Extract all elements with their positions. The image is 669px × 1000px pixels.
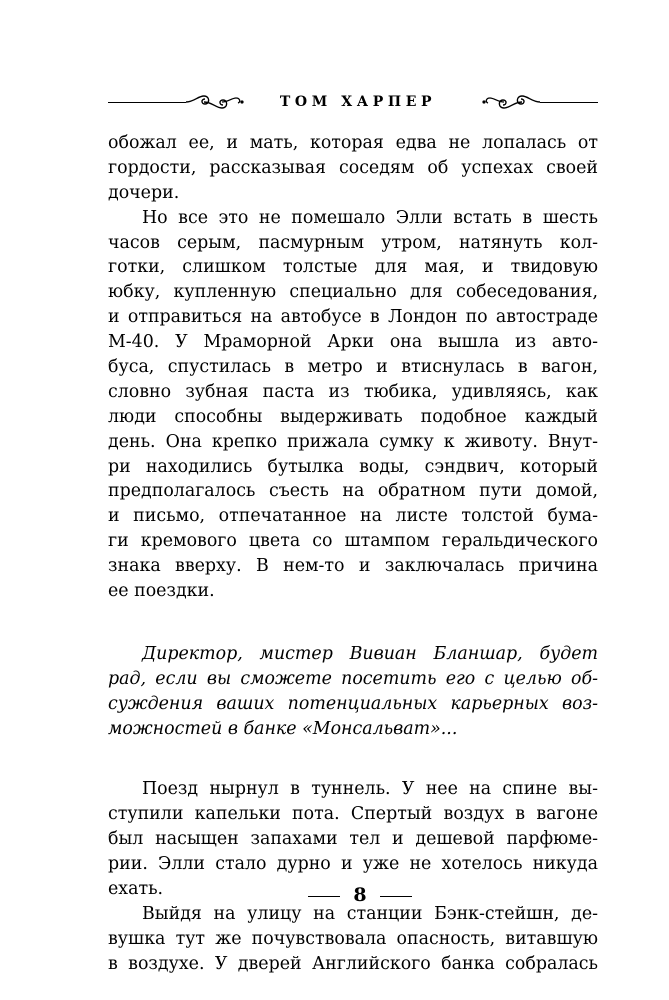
text-line: ее поездки.	[108, 581, 215, 602]
text-line: и отправиться на автобусе в Лондон по автостраде	[108, 307, 598, 328]
text-line: буса, спустилась в метро и втиснулась в вагон,	[108, 357, 598, 378]
footer-dash-right	[380, 896, 412, 897]
page-footer	[108, 884, 598, 908]
paragraph-5	[108, 902, 598, 977]
paragraph-1	[108, 131, 598, 206]
text-line: был насыщен запахами тел и дешевой парфюме-	[108, 829, 598, 850]
text-line: и письмо, отпечатанное на листе толстой бума-	[108, 506, 598, 527]
text-line: Выйдя на улицу на станции Бэнк-стейшн, де-	[142, 903, 598, 924]
flourish-ornament-right-icon	[480, 90, 540, 114]
page-body	[108, 131, 598, 977]
header-rule-right	[540, 102, 598, 103]
flourish-ornament-left-icon	[186, 90, 246, 114]
text-line: люди способны выдерживать подобное каждый	[108, 406, 598, 427]
text-line: обожал ее, и мать, которая едва не лопалась от	[108, 133, 598, 153]
paragraph-2	[108, 206, 598, 604]
text-line: в воздухе. У дверей Английского банка собралась	[108, 953, 598, 974]
text-line: часов серым, пасмурным утром, натянуть кол-	[108, 232, 598, 253]
text-line: Но все это не помешало Элли встать в шесть	[142, 207, 598, 228]
text-line: день. Она крепко прижала сумку к животу. Внут-	[108, 431, 598, 452]
text-line: рад, если вы сможете посетить его с целью об-	[108, 668, 598, 689]
footer-dash-left	[308, 896, 340, 897]
section-gap	[108, 604, 598, 642]
text-line: М-40. У Мраморной Арки она вышла из авто-	[108, 332, 598, 353]
text-line: ступили капельки пота. Спертый воздух в вагоне	[108, 804, 598, 825]
text-line: готки, слишком толстые для мая, и твидовую	[108, 257, 598, 278]
page-number: 8	[353, 884, 367, 906]
text-line: Поезд нырнул в туннель. У нее на спине вы-	[142, 779, 598, 800]
text-line: юбку, купленную специально для собеседования,	[108, 282, 598, 303]
header-rule-left	[108, 102, 186, 103]
text-line: гордости, рассказывая соседям об успехах своей	[108, 157, 598, 178]
text-line: знака вверху. В нем-то и заключалась причина	[108, 556, 598, 577]
letter-quote	[108, 642, 598, 742]
text-line: предполагалось съесть на обратном пути домой,	[108, 481, 598, 502]
text-line: словно зубная паста из тюбика, удивляясь, как	[108, 381, 598, 402]
header-title: ТОМ ХАРПЕР	[279, 94, 437, 110]
text-line: ехать.	[108, 879, 164, 900]
running-header	[108, 88, 598, 118]
text-line: суждения ваших потенциальных карьерных воз-	[108, 693, 598, 714]
section-gap	[108, 741, 598, 777]
text-line: дочери.	[108, 182, 180, 203]
text-line: вушка тут же почувствовала опасность, витавшую	[108, 928, 598, 949]
text-line: можностей в банке «Монсальват»...	[108, 718, 458, 739]
text-line: Директор, мистер Вивиан Бланшар, будет	[142, 643, 598, 664]
text-line: ги кремового цвета со штампом геральдического	[108, 531, 598, 552]
text-line: ри находились бутылка воды, сэндвич, который	[108, 456, 598, 477]
text-line: рии. Элли стало дурно и уже не хотелось никуда	[108, 854, 598, 875]
